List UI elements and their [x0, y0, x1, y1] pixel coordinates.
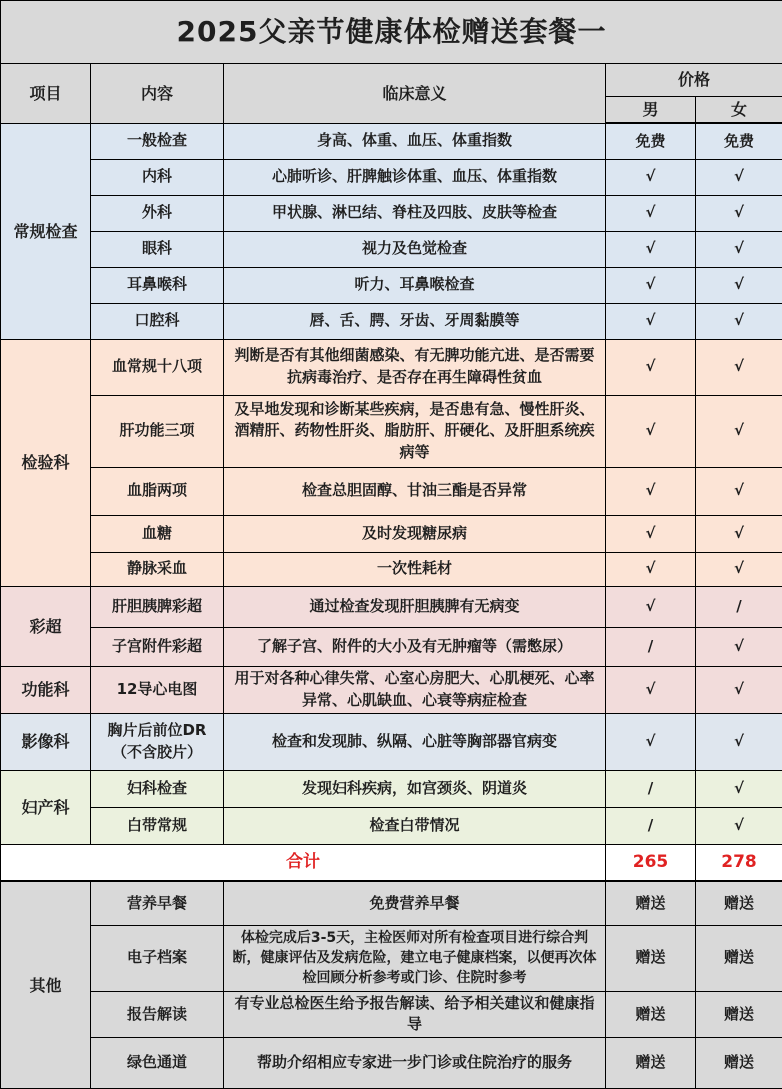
content-cell: 营养早餐 — [91, 881, 224, 925]
table-row — [1, 123, 782, 159]
column-header-male: 男 — [606, 97, 696, 124]
price-female-cell: 赠送 — [696, 991, 782, 1038]
meaning-cell: 帮助介绍相应专家进一步门诊或住院治疗的服务 — [224, 1038, 606, 1089]
section-label-function: 功能科 — [1, 666, 91, 713]
table-row — [1, 807, 782, 844]
content-cell: 肝功能三项 — [91, 395, 224, 467]
table-row — [1, 925, 782, 991]
column-header-female: 女 — [696, 97, 782, 124]
content-cell: 眼科 — [91, 231, 224, 267]
table-row — [1, 991, 782, 1038]
meaning-cell: 免费营养早餐 — [224, 881, 606, 925]
table-row — [1, 552, 782, 586]
price-male-cell: / — [606, 807, 696, 844]
column-header-price: 价格 — [606, 64, 782, 97]
price-male-cell: √ — [606, 267, 696, 303]
table-row — [1, 881, 782, 925]
price-male-cell: √ — [606, 231, 696, 267]
table-row — [1, 339, 782, 395]
table-row — [1, 627, 782, 666]
price-male-cell: √ — [606, 666, 696, 713]
total-female: 278 — [696, 844, 782, 881]
content-cell: 胸片后前位DR（不含胶片） — [91, 713, 224, 770]
content-cell: 一般检查 — [91, 123, 224, 159]
table-row — [1, 303, 782, 339]
price-female-cell: √ — [696, 627, 782, 666]
price-male-cell: 免费 — [606, 123, 696, 159]
total-label: 合计 — [1, 844, 606, 881]
meaning-cell: 体检完成后3-5天，主检医师对所有检查项目进行综合判断，健康评估及发病危险，建立电子健康档案，以便再次体检回顾分析参考或门诊、住院时参考 — [224, 925, 606, 991]
price-female-cell: 赠送 — [696, 881, 782, 925]
table-row — [1, 231, 782, 267]
table-row — [1, 515, 782, 552]
table-row — [1, 770, 782, 807]
meaning-cell: 视力及色觉检查 — [224, 231, 606, 267]
price-male-cell: 赠送 — [606, 881, 696, 925]
price-female-cell: √ — [696, 807, 782, 844]
section-label-ultrasound: 彩超 — [1, 586, 91, 666]
content-cell: 妇科检查 — [91, 770, 224, 807]
section-label-other: 其他 — [1, 881, 91, 1089]
price-male-cell: √ — [606, 339, 696, 395]
price-female-cell: √ — [696, 303, 782, 339]
price-male-cell: √ — [606, 586, 696, 627]
price-female-cell: √ — [696, 770, 782, 807]
meaning-cell: 身高、体重、血压、体重指数 — [224, 123, 606, 159]
price-male-cell: √ — [606, 195, 696, 231]
content-cell: 外科 — [91, 195, 224, 231]
content-cell: 报告解读 — [91, 991, 224, 1038]
table-row — [1, 467, 782, 515]
price-male-cell: / — [606, 770, 696, 807]
meaning-cell: 及时发现糖尿病 — [224, 515, 606, 552]
price-female-cell: √ — [696, 552, 782, 586]
price-female-cell: √ — [696, 666, 782, 713]
content-cell: 绿色通道 — [91, 1038, 224, 1089]
price-female-cell: √ — [696, 159, 782, 195]
price-female-cell: √ — [696, 395, 782, 467]
content-cell: 内科 — [91, 159, 224, 195]
table-row — [1, 395, 782, 467]
price-male-cell: √ — [606, 713, 696, 770]
meaning-cell: 甲状腺、淋巴结、脊柱及四肢、皮肤等检查 — [224, 195, 606, 231]
price-female-cell: √ — [696, 267, 782, 303]
price-male-cell: √ — [606, 515, 696, 552]
meaning-cell: 唇、舌、腭、牙齿、牙周黏膜等 — [224, 303, 606, 339]
meaning-cell: 有专业总检医生给予报告解读、给予相关建议和健康指导 — [224, 991, 606, 1038]
price-female-cell: √ — [696, 467, 782, 515]
price-male-cell: √ — [606, 467, 696, 515]
table-row — [1, 159, 782, 195]
content-cell: 12导心电图 — [91, 666, 224, 713]
section-label-lab: 检验科 — [1, 339, 91, 586]
meaning-cell: 一次性耗材 — [224, 552, 606, 586]
meaning-cell: 听力、耳鼻喉检查 — [224, 267, 606, 303]
table-row — [1, 713, 782, 770]
section-label-regular: 常规检查 — [1, 123, 91, 339]
content-cell: 肝胆胰脾彩超 — [91, 586, 224, 627]
price-female-cell: 赠送 — [696, 925, 782, 991]
meaning-cell: 判断是否有其他细菌感染、有无脾功能亢进、是否需要抗病毒治疗、是否存在再生障碍性贫血 — [224, 339, 606, 395]
meaning-cell: 通过检查发现肝胆胰脾有无病变 — [224, 586, 606, 627]
price-female-cell: √ — [696, 195, 782, 231]
meaning-cell: 检查和发现肺、纵隔、心脏等胸部器官病变 — [224, 713, 606, 770]
content-cell: 白带常规 — [91, 807, 224, 844]
price-male-cell: √ — [606, 552, 696, 586]
table-row — [1, 267, 782, 303]
meaning-cell: 及早地发现和诊断某些疾病，是否患有急、慢性肝炎、酒精肝、药物性肝炎、脂肪肝、肝硬化、及肝胆系统疾病等 — [224, 395, 606, 467]
table-row — [1, 586, 782, 627]
total-row — [1, 844, 782, 881]
price-female-cell: √ — [696, 515, 782, 552]
content-cell: 血糖 — [91, 515, 224, 552]
meaning-cell: 检查总胆固醇、甘油三酯是否异常 — [224, 467, 606, 515]
column-header-item: 项目 — [1, 64, 91, 124]
content-cell: 血脂两项 — [91, 467, 224, 515]
price-male-cell: 赠送 — [606, 1038, 696, 1089]
meaning-cell: 检查白带情况 — [224, 807, 606, 844]
price-female-cell: √ — [696, 231, 782, 267]
meaning-cell: 了解子宫、附件的大小及有无肿瘤等（需憋尿） — [224, 627, 606, 666]
price-male-cell: √ — [606, 395, 696, 467]
price-male-cell: √ — [606, 303, 696, 339]
section-label-gynecology: 妇产科 — [1, 770, 91, 844]
total-male: 265 — [606, 844, 696, 881]
price-male-cell: 赠送 — [606, 925, 696, 991]
price-female-cell: 赠送 — [696, 1038, 782, 1089]
column-header-content: 内容 — [91, 64, 224, 124]
price-male-cell: √ — [606, 159, 696, 195]
content-cell: 静脉采血 — [91, 552, 224, 586]
page-title: 2025父亲节健康体检赠送套餐一 — [1, 1, 782, 64]
section-label-imaging: 影像科 — [1, 713, 91, 770]
meaning-cell: 心肺听诊、肝脾触诊体重、血压、体重指数 — [224, 159, 606, 195]
price-male-cell: 赠送 — [606, 991, 696, 1038]
price-female-cell: √ — [696, 339, 782, 395]
content-cell: 耳鼻喉科 — [91, 267, 224, 303]
content-cell: 子宫附件彩超 — [91, 627, 224, 666]
table-row — [1, 195, 782, 231]
meaning-cell: 发现妇科疾病，如宫颈炎、阴道炎 — [224, 770, 606, 807]
price-male-cell: / — [606, 627, 696, 666]
table-row — [1, 1038, 782, 1089]
column-header-meaning: 临床意义 — [224, 64, 606, 124]
price-female-cell: / — [696, 586, 782, 627]
price-female-cell: 免费 — [696, 123, 782, 159]
content-cell: 血常规十八项 — [91, 339, 224, 395]
meaning-cell: 用于对各种心律失常、心室心房肥大、心肌梗死、心率异常、心肌缺血、心衰等病症检查 — [224, 666, 606, 713]
table-row — [1, 666, 782, 713]
content-cell: 口腔科 — [91, 303, 224, 339]
price-female-cell: √ — [696, 713, 782, 770]
content-cell: 电子档案 — [91, 925, 224, 991]
